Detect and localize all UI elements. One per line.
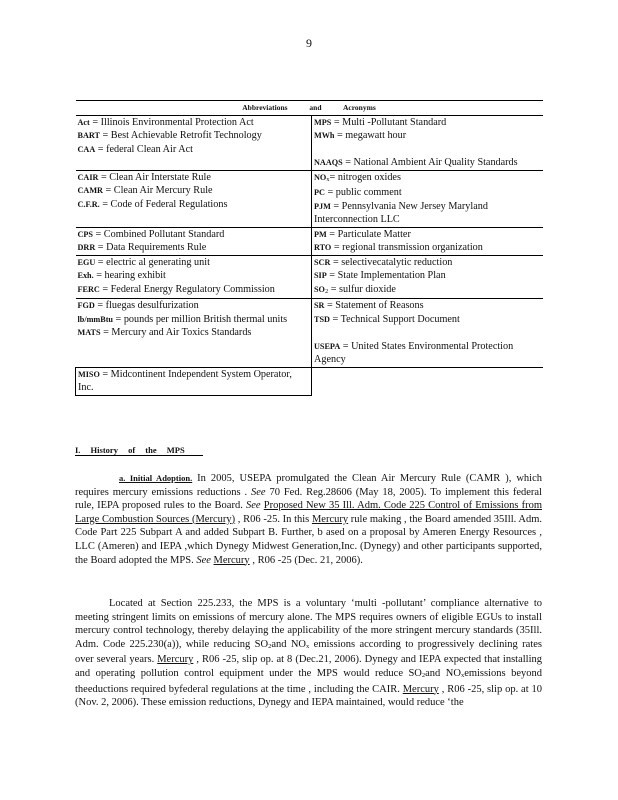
abbreviation-entry bbox=[314, 340, 541, 367]
case-title-link: Proposed New 35 Ill. Adm. Code 225 Control of Emissions from Large Combustion Sources (Mercury) bbox=[75, 500, 542, 525]
case-short-link: Mercury bbox=[311, 513, 349, 525]
table-row bbox=[76, 299, 543, 368]
case-short-link: Mercury bbox=[213, 554, 250, 566]
definition: = Multi -Pollutant Standard bbox=[331, 116, 447, 128]
abbreviation-entry bbox=[78, 143, 310, 157]
table-row bbox=[76, 367, 543, 395]
definition: = Pennsylvania New Jersey Maryland Interconnection LLC bbox=[314, 200, 488, 225]
definition: = fluegas desulfurization bbox=[94, 300, 199, 311]
table-cell bbox=[76, 367, 312, 395]
definition: = United States Environmental Protection Agency bbox=[314, 340, 514, 365]
abbreviation-entry bbox=[314, 313, 541, 327]
abbreviation-entry bbox=[78, 326, 310, 340]
definition: = Illinois Environmental Protection Act bbox=[89, 116, 254, 128]
definition: = selectivecatalytic reduction bbox=[330, 256, 453, 268]
definition: = Clean Air Mercury Rule bbox=[102, 185, 213, 196]
abbreviation: PJM bbox=[314, 201, 331, 211]
paragraph-mps-description: Located at Section 225.233, the MPS is a voluntary ‘multi -pollutant’ compliance alternative to meeting stringent limits on emissions of mercury alone. The MPS requires owners of eligible EGUs to install mercury control technology, thereby delaying the applicability of the more stringent mercury standards (35Ill. Adm. Code 225.230(a)), while reducing SO2and NOx emissions according to progressively declining rates over several years. Mercury , R06 -25, slip op. at 8 (Dec.21, 2006). Dynegy and IEPA expected that installing and operating pollution control equipment under the MPS would reduce SO2and NOxemissions beyond theeductions required byfederal regulations at the time , including the CAIR. Mercury , R06 -25, slip op. at 10 (Nov. 2, 2006). These emission reductions, Dynegy and IEPA maintained, would reduce ‘the bbox=[75, 598, 542, 709]
abbreviation: DRR bbox=[77, 243, 96, 252]
abbreviation-entry bbox=[314, 228, 541, 242]
table-cell bbox=[76, 299, 312, 368]
case-short-link: Mercury bbox=[157, 654, 194, 666]
abbreviation: lb/mmBtu bbox=[77, 314, 113, 324]
definition: = National Ambient Air Quality Standards bbox=[342, 157, 518, 168]
abbreviation-entry bbox=[78, 129, 310, 143]
abbreviation-entry bbox=[314, 269, 541, 283]
abbreviation: FGD bbox=[77, 301, 95, 310]
abbreviation: USEPA bbox=[314, 341, 341, 351]
abbreviation-entry bbox=[314, 200, 541, 227]
signal-see: See bbox=[250, 486, 266, 498]
runin-heading: a. Initial Adoption. bbox=[119, 473, 193, 483]
definition: = State Implementation Plan bbox=[326, 270, 446, 281]
abbreviation-entry bbox=[78, 269, 310, 283]
abbreviation: RTO bbox=[314, 243, 332, 252]
abbreviation: Act bbox=[77, 117, 90, 127]
definition: = regional transmission organization bbox=[331, 242, 483, 253]
abbreviation: CAIR bbox=[77, 172, 99, 182]
abbreviation-entry bbox=[78, 198, 310, 212]
abbreviation: MATS bbox=[77, 328, 101, 337]
definition: = Code of Federal Regulations bbox=[99, 198, 228, 210]
abbreviation: MWh bbox=[314, 131, 335, 140]
definition: = electric al generating unit bbox=[95, 256, 210, 268]
abbreviation: SCR bbox=[314, 257, 331, 267]
abbreviation: SO bbox=[314, 284, 325, 294]
table-cell bbox=[76, 227, 312, 255]
definition: = Statement of Reasons bbox=[324, 300, 424, 311]
definition: = Technical Support Document bbox=[329, 313, 460, 325]
definition: = Best Achievable Retrofit Technology bbox=[99, 130, 262, 141]
abbreviation-entry bbox=[78, 228, 310, 242]
abbreviation: MISO bbox=[78, 369, 100, 379]
abbreviation: PM bbox=[314, 229, 327, 239]
definition: = federal Clean Air Act bbox=[95, 143, 193, 155]
abbreviation: TSD bbox=[314, 314, 330, 324]
table-cell bbox=[312, 170, 543, 227]
abbreviation-entry bbox=[314, 116, 541, 130]
definition: = sulfur dioxide bbox=[328, 283, 396, 295]
abbreviation-entry bbox=[78, 171, 310, 185]
signal-see: See bbox=[196, 554, 211, 566]
abbreviation: BART bbox=[77, 131, 100, 140]
abbreviation-entry bbox=[78, 368, 309, 395]
section-heading: I. History of the MPS bbox=[75, 445, 203, 456]
abbreviation-entry bbox=[314, 256, 541, 270]
definition: = megawatt hour bbox=[334, 130, 407, 141]
table-cell bbox=[76, 170, 312, 227]
definition: = Data Requirements Rule bbox=[95, 242, 207, 253]
abbreviation: SIP bbox=[314, 271, 327, 280]
abbreviation: MPS bbox=[314, 117, 332, 127]
table-row bbox=[76, 255, 543, 299]
abbreviation-entry bbox=[314, 241, 541, 255]
abbreviation-entry bbox=[78, 256, 310, 270]
abbreviation-entry bbox=[314, 171, 541, 187]
abbreviation-entry bbox=[78, 283, 310, 297]
definition: = Midcontinent Independent System Operator, Inc. bbox=[78, 368, 292, 393]
abbreviation: FERC bbox=[77, 284, 100, 294]
abbreviation: EGU bbox=[77, 257, 96, 267]
abbreviation-entry bbox=[314, 129, 541, 143]
abbreviation: NO bbox=[314, 172, 327, 182]
abbreviation-entry bbox=[314, 156, 541, 170]
table-row bbox=[76, 115, 543, 170]
abbreviation: PC bbox=[314, 188, 325, 197]
definition: = hearing exhibit bbox=[93, 270, 166, 281]
table-cell bbox=[76, 115, 312, 170]
paragraph-initial-adoption: a. Initial Adoption. In 2005, USEPA promulgated the Clean Air Mercury Rule (CAMR ), which requires mercury emissions reductions . See 70 Fed. Reg.28606 (May 18, 2005). To implement this federal rule, IEPA proposed rules to the Board. See Proposed New 35 Ill. Adm. Code 225 Control of Emissions from Large Combustion Sources (Mercury) , R06 -25. In this Mercury rule making , the Board amended 35Ill. Adm. Code Part 225 Subpart A and added Subpart B. Further, b ased on a proposal by Ameren Energy Resources , LLC (Ameren) and IEPA ,which Dynegy Midwest Generation,Inc. (Dynegy) and other participants supported, the Board adopted the MPS. See Mercury , R06 -25 (Dec. 21, 2006). bbox=[75, 473, 542, 566]
abbreviation-entry bbox=[314, 299, 541, 313]
definition: = Federal Energy Regulatory Commission bbox=[99, 283, 275, 295]
abbreviation: C.F.R. bbox=[77, 199, 100, 209]
definition: = Clean Air Interstate Rule bbox=[98, 171, 211, 183]
abbreviation: CPS bbox=[77, 229, 93, 239]
abbreviation: NAAQS bbox=[314, 158, 343, 167]
definition: = Particulate Matter bbox=[326, 228, 411, 240]
abbreviation-entry bbox=[78, 116, 310, 130]
subscript: 2 bbox=[324, 287, 329, 295]
table-header: Abbreviations and Acronyms bbox=[76, 101, 543, 116]
abbreviation: CAA bbox=[77, 144, 96, 154]
abbreviation-entry bbox=[78, 299, 310, 313]
spacer bbox=[314, 143, 541, 157]
abbreviations-table bbox=[75, 100, 543, 396]
abbreviation: SR bbox=[314, 301, 325, 310]
abbreviation-entry bbox=[78, 184, 310, 198]
abbreviation-entry bbox=[78, 241, 310, 255]
table-cell bbox=[76, 255, 312, 299]
definition: = public comment bbox=[324, 187, 402, 198]
signal-see: See bbox=[246, 500, 261, 512]
abbreviation-entry bbox=[314, 186, 541, 200]
subscript: x bbox=[326, 175, 330, 183]
page-number: 9 bbox=[306, 36, 312, 50]
table-cell bbox=[312, 255, 543, 299]
definition: = Mercury and Air Toxics Standards bbox=[100, 327, 252, 338]
table-cell bbox=[312, 299, 543, 368]
table-row bbox=[76, 170, 543, 227]
table-cell bbox=[312, 367, 543, 395]
abbreviation: Exh. bbox=[77, 271, 94, 280]
abbreviation-entry bbox=[314, 283, 541, 299]
table-row bbox=[76, 227, 543, 255]
abbreviation-entry bbox=[78, 313, 310, 327]
abbreviation: CAMR bbox=[77, 186, 103, 195]
definition: = nitrogen oxides bbox=[329, 171, 401, 183]
table-cell bbox=[312, 115, 543, 170]
spacer bbox=[314, 326, 541, 340]
case-short-link: Mercury bbox=[402, 683, 439, 695]
definition: = Combined Pollutant Standard bbox=[92, 228, 225, 240]
table-cell bbox=[312, 227, 543, 255]
definition: = pounds per million British thermal units bbox=[113, 313, 288, 325]
